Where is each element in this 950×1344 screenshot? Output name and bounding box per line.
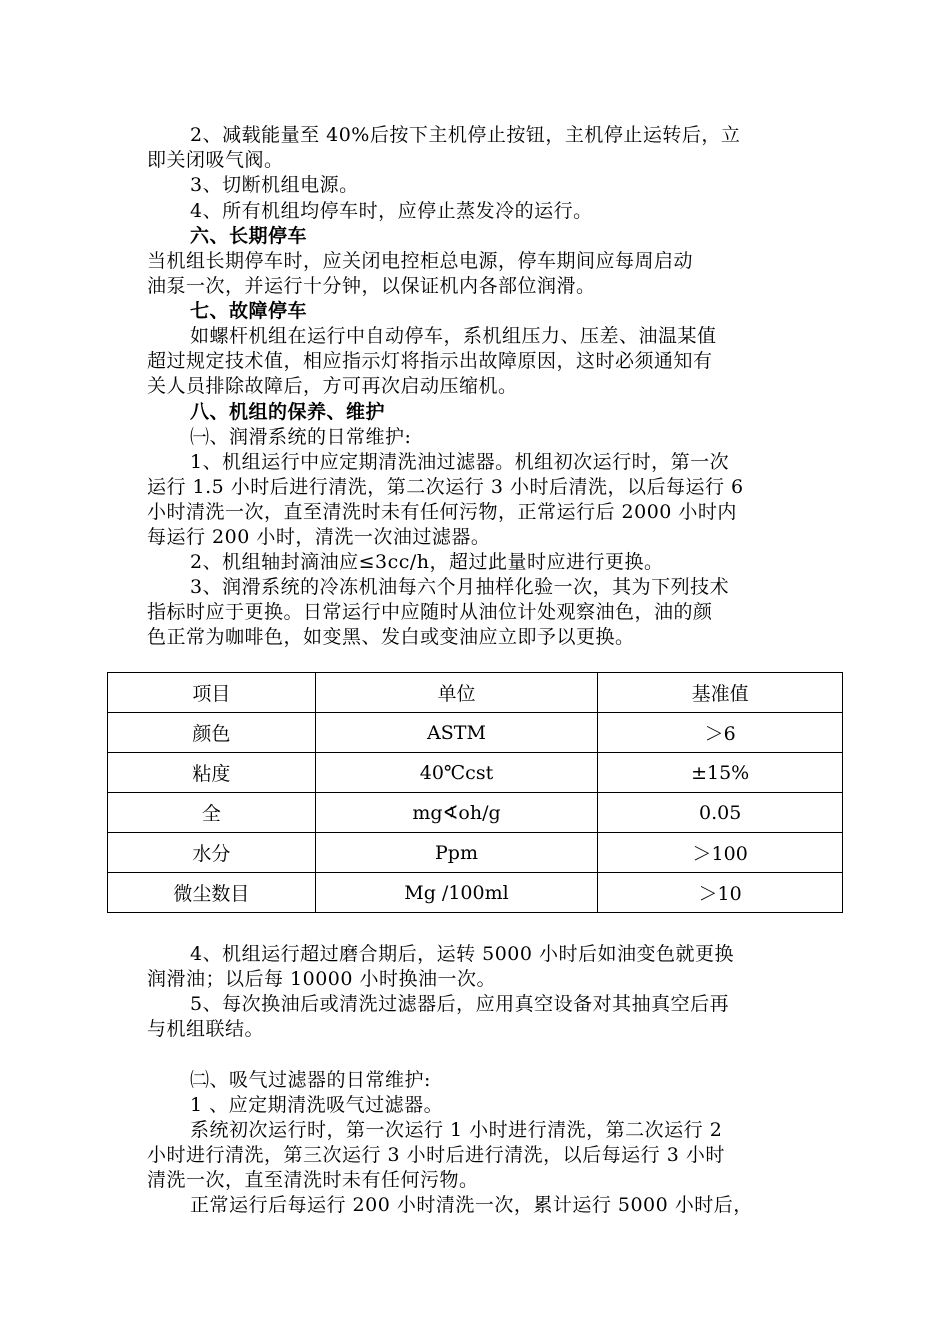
paragraph-line: 3、切断机组电源。 (190, 174, 359, 196)
table-cell: 0.05 (598, 793, 843, 833)
table-cell: Mg /100ml (315, 873, 598, 913)
section-heading: 六、长期停车 (190, 225, 308, 247)
table-row (108, 713, 843, 753)
table-cell: ASTM (315, 713, 598, 753)
table-cell: mg∢oh/g (315, 793, 598, 833)
table-row (108, 873, 843, 913)
paragraph-line: 1、机组运行中应定期清洗油过滤器。机组初次运行时，第一次 (190, 451, 730, 473)
table-cell: 颜色 (108, 713, 316, 753)
paragraph-line: 4、所有机组均停车时，应停止蒸发冷的运行。 (190, 200, 593, 222)
table-cell: 水分 (108, 833, 316, 873)
paragraph-line: 油泵一次，并运行十分钟，以保证机内各部位润滑。 (147, 275, 596, 297)
table-cell: ±15% (598, 753, 843, 793)
table-cell: 40℃cst (315, 753, 598, 793)
paragraph-line: 润滑油；以后每 10000 小时换油一次。 (147, 968, 497, 990)
table-row (108, 753, 843, 793)
paragraph-line: 清洗一次，直至清洗时未有任何污物。 (147, 1169, 479, 1191)
paragraph-line: 小时清洗一次，直至清洗时未有任何污物，正常运行后 2000 小时内 (147, 501, 737, 523)
paragraph-line: 超过规定技术值，相应指示灯将指示出故障原因，这时必须通知有 (147, 350, 713, 372)
table-row (108, 833, 843, 873)
table-cell: 全 (108, 793, 316, 833)
table-cell: ＞10 (598, 873, 843, 913)
paragraph-line: 2、减载能量至 40%后按下主机停止按钮，主机停止运转后，立 (190, 124, 741, 146)
paragraph-line: 2、机组轴封滴油应≤3cc/h，超过此量时应进行更换。 (190, 551, 664, 573)
paragraph-line: 当机组长期停车时，应关闭电控柜总电源，停车期间应每周启动 (147, 250, 694, 272)
paragraph-line: 小时进行清洗，第三次运行 3 小时后进行清洗，以后每运行 3 小时 (147, 1144, 725, 1166)
paragraph-line: 指标时应于更换。日常运行中应随时从油位计处观察油色，油的颜 (147, 601, 713, 623)
paragraph-line: 系统初次运行时，第一次运行 1 小时进行清洗，第二次运行 2 (190, 1119, 723, 1141)
paragraph-line: 5、每次换油后或清洗过滤器后，应用真空设备对其抽真空后再 (190, 993, 730, 1015)
paragraph-line: 色正常为咖啡色，如变黑、发白或变油应立即予以更换。 (147, 626, 635, 648)
table-header-row (108, 673, 843, 713)
paragraph-line: 正常运行后每运行 200 小时清洗一次，累计运行 5000 小时后， (190, 1194, 753, 1216)
paragraph-line: 每运行 200 小时，清洗一次油过滤器。 (147, 526, 491, 548)
subsection-heading: ㈡、吸气过滤器的日常维护: (190, 1069, 431, 1091)
paragraph-line: 3、润滑系统的冷冻机油每六个月抽样化验一次，其为下列技术 (190, 576, 730, 598)
paragraph-line: 关人员排除故障后，方可再次启动压缩机。 (147, 375, 518, 397)
table-cell: Ppm (315, 833, 598, 873)
paragraph-line: 与机组联结。 (147, 1018, 265, 1040)
oil-spec-table (107, 672, 843, 913)
table-header-cell: 单位 (315, 673, 598, 713)
table-cell: 微尘数目 (108, 873, 316, 913)
section-heading: 八、机组的保养、维护 (190, 401, 386, 423)
paragraph-line: 运行 1.5 小时后进行清洗，第二次运行 3 小时后清洗，以后每运行 6 (147, 476, 744, 498)
section-heading: 七、故障停车 (190, 300, 308, 322)
table-header-cell: 基准值 (598, 673, 843, 713)
paragraph-line: 即关闭吸气阀。 (147, 149, 284, 171)
paragraph-line: 4、机组运行超过磨合期后，运转 5000 小时后如油变色就更换 (190, 943, 735, 965)
table-header-cell: 项目 (108, 673, 316, 713)
table-cell: 粘度 (108, 753, 316, 793)
subsection-heading: ㈠、润滑系统的日常维护: (190, 426, 412, 448)
table-cell: ＞6 (598, 713, 843, 753)
table-cell: ＞100 (598, 833, 843, 873)
table-row (108, 793, 843, 833)
paragraph-line: 如螺杆机组在运行中自动停车，系机组压力、压差、油温某值 (190, 325, 717, 347)
paragraph-line: 1 、应定期清洗吸气过滤器。 (190, 1094, 444, 1116)
